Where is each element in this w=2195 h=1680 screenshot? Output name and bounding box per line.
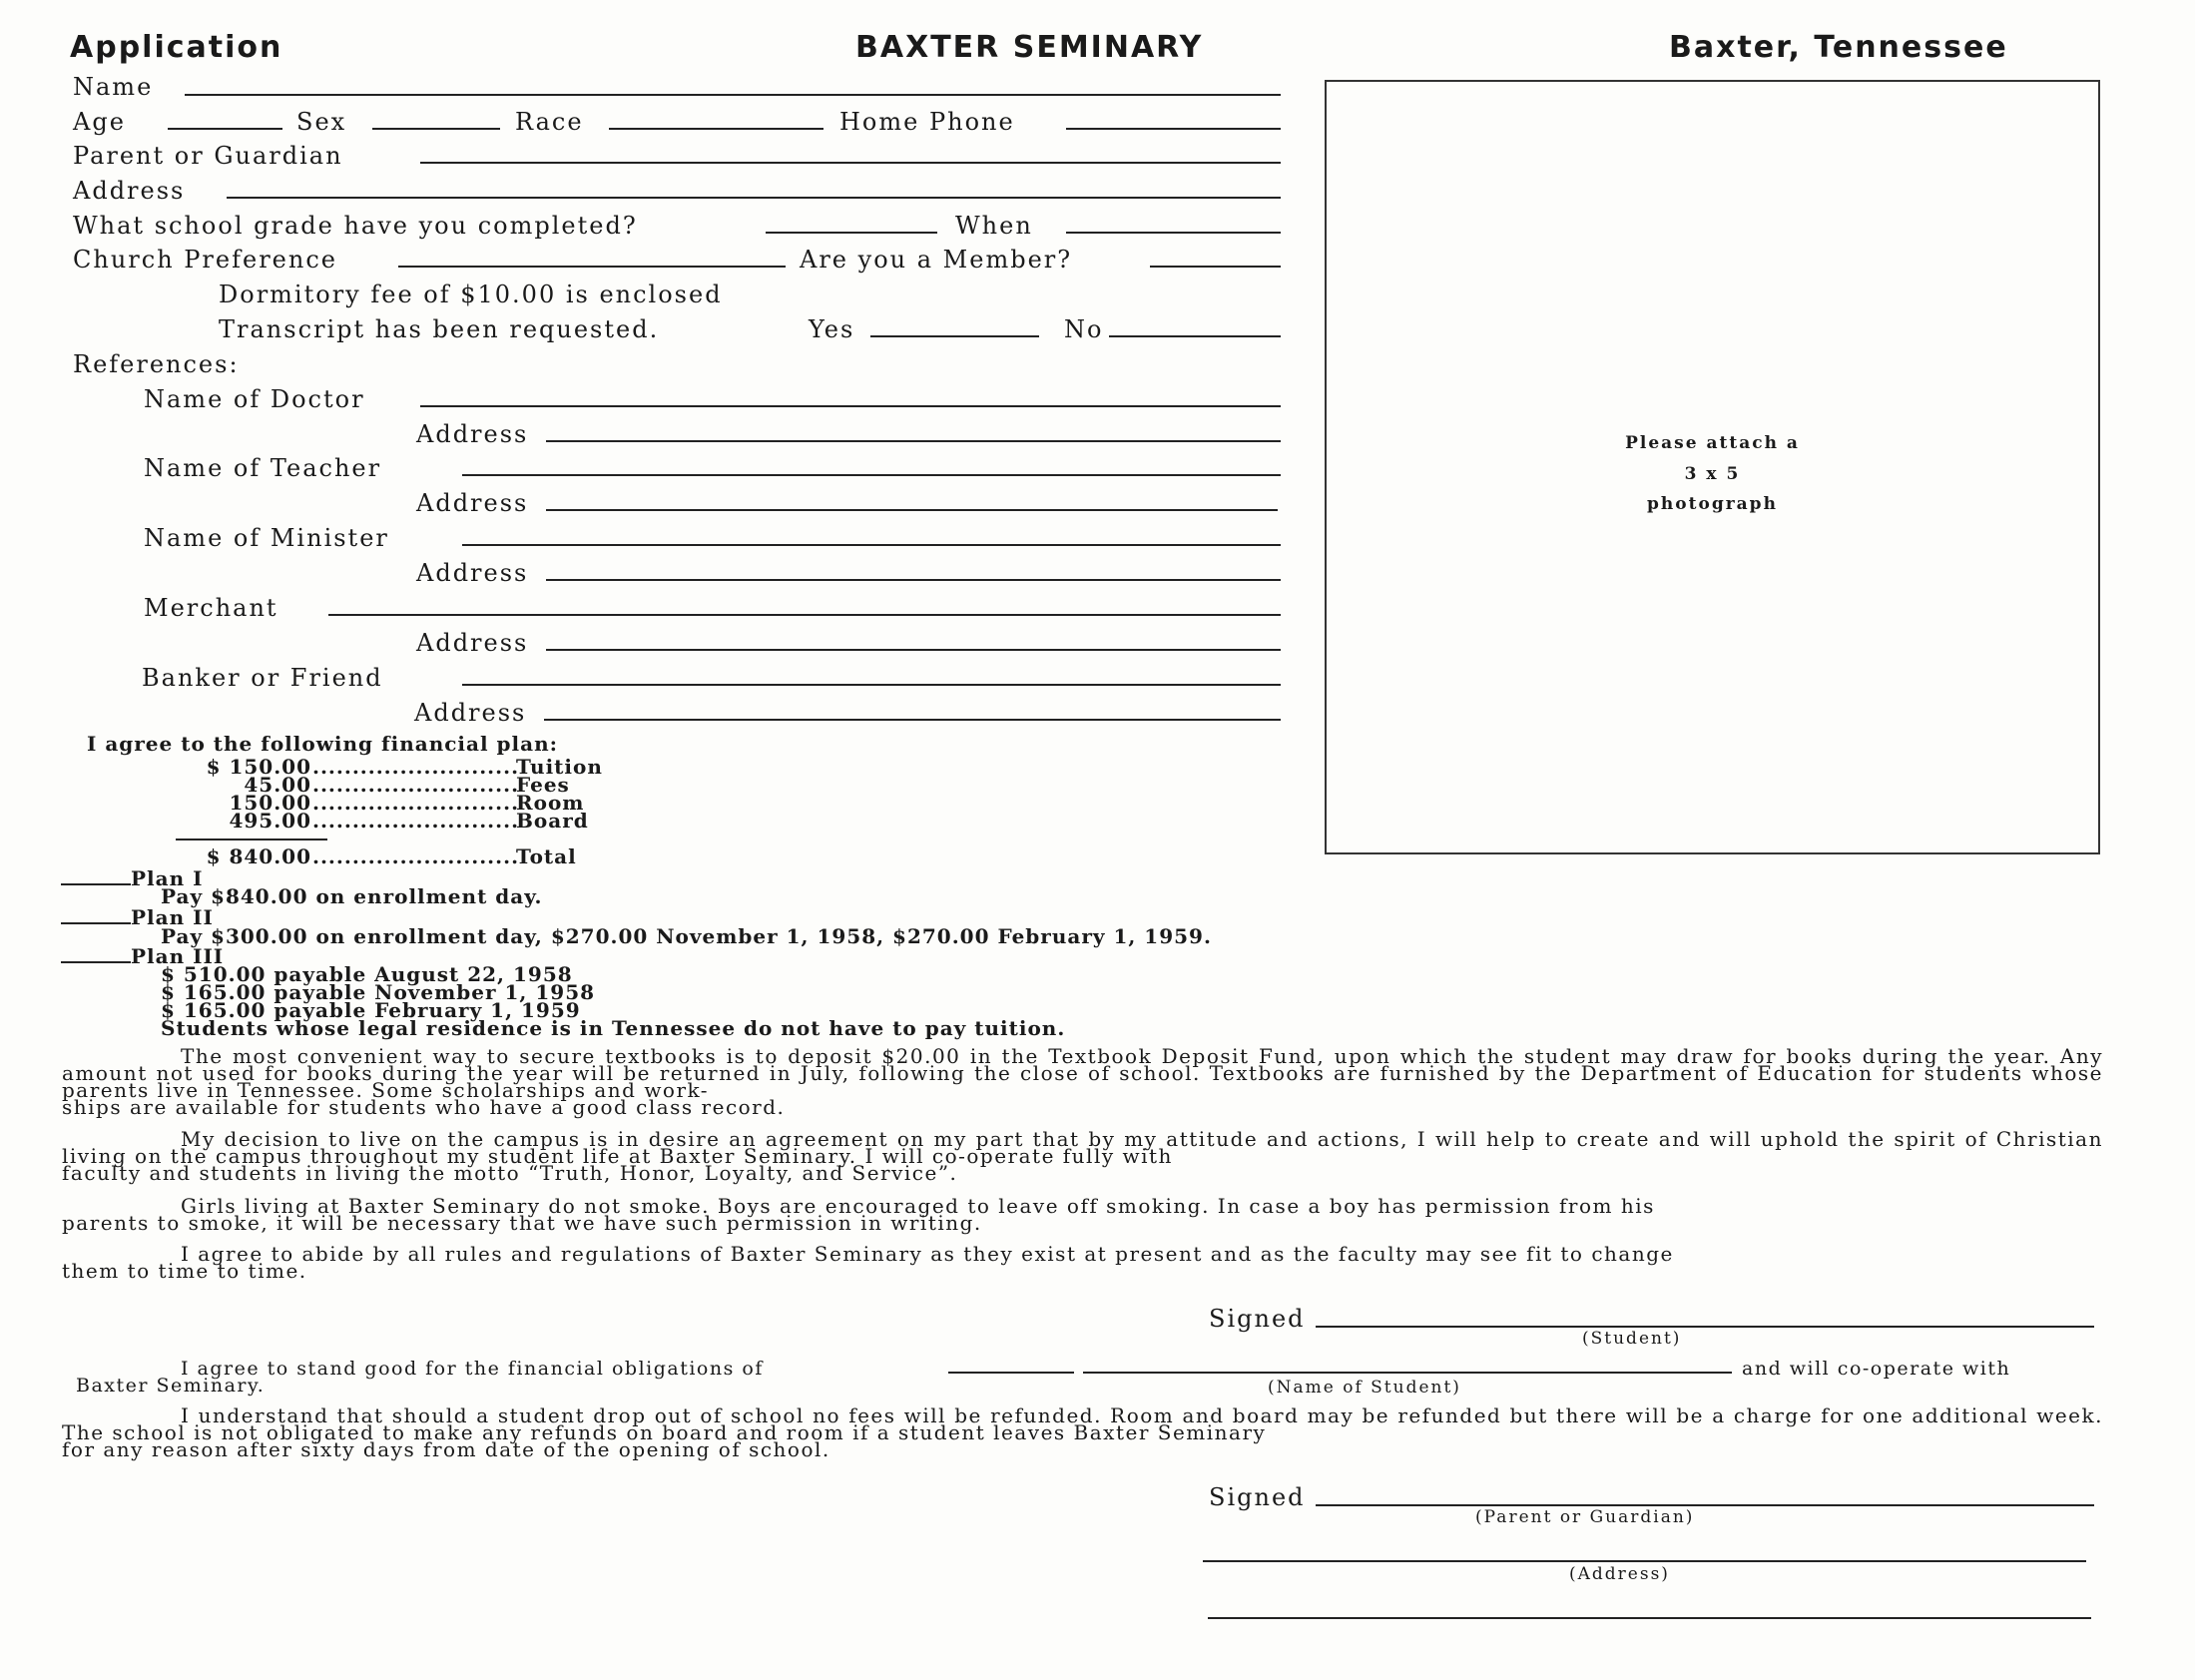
student-name-field-a[interactable]: [948, 1372, 1074, 1374]
reference-label: Merchant: [144, 594, 278, 622]
plan1-text: Pay $840.00 on enrollment day.: [161, 884, 543, 908]
parent-signature-field[interactable]: [1316, 1504, 2094, 1506]
textbooks-paragraph: [62, 1044, 2103, 1119]
when-label: When: [955, 212, 1033, 240]
total-label: Total: [516, 844, 577, 868]
teacher-name-field[interactable]: [462, 474, 1281, 476]
financial-plan-heading: I agree to the following financial plan:: [87, 732, 559, 756]
age-field[interactable]: [168, 128, 282, 130]
transcript-yes-label: Yes: [809, 315, 855, 343]
reference-address-label: Address: [414, 699, 527, 727]
transcript-text: Transcript has been requested.: [219, 315, 660, 343]
parent-address-field[interactable]: [1203, 1560, 2086, 1562]
banker-address-field[interactable]: [544, 719, 1281, 721]
plan2-text: Pay $300.00 on enrollment day, $270.00 November 1, 1958, $270.00 February 1, 1959.: [161, 924, 1212, 948]
photo-instruction-line1: Please attach a: [1625, 433, 1800, 453]
guarantee-text: I agree to stand good for the financial obligations of: [181, 1358, 764, 1380]
banker-name-field[interactable]: [462, 684, 1281, 686]
minister-address-field[interactable]: [546, 579, 1281, 581]
plan2-title: Plan II: [131, 905, 214, 929]
student-name-field-b[interactable]: [1083, 1372, 1732, 1374]
total-amount: $ 840.00: [206, 844, 311, 868]
merchant-address-field[interactable]: [546, 649, 1281, 651]
plan1-checkbox-line[interactable]: [61, 883, 131, 885]
smoking-paragraph: [62, 1194, 2103, 1235]
dormitory-fee-text: Dormitory fee of $10.00 is enclosed: [219, 280, 723, 308]
transcript-no-field[interactable]: [1109, 335, 1281, 337]
fee-dots: ..........................: [312, 773, 520, 797]
photo-attachment-box[interactable]: [1325, 80, 2100, 854]
reference-address-label: Address: [416, 559, 529, 587]
fee-amount: 495.00: [229, 809, 311, 833]
race-label: Race: [515, 108, 584, 136]
residence-note: Students whose legal residence is in Tennessee do not have to pay tuition.: [161, 1016, 1066, 1040]
fee-dots: ..........................: [312, 791, 520, 815]
campus-paragraph-last: faculty and students in living the motto “Truth, Honor, Loyalty, and Service”.: [62, 1161, 958, 1185]
name-field[interactable]: [185, 94, 1281, 96]
parent-guardian-field[interactable]: [420, 162, 1281, 164]
minister-name-field[interactable]: [462, 544, 1281, 546]
name-of-student-caption: (Name of Student): [1268, 1378, 1461, 1398]
reference-address-label: Address: [416, 420, 529, 448]
guarantee-last: Baxter Seminary.: [76, 1375, 266, 1397]
total-rule: [176, 839, 327, 840]
age-label: Age: [73, 108, 126, 136]
member-field[interactable]: [1150, 266, 1281, 268]
plan2-checkbox-line[interactable]: [61, 922, 131, 924]
parent-caption: (Parent or Guardian): [1475, 1507, 1695, 1527]
teacher-address-field[interactable]: [546, 509, 1278, 511]
form-title: Application: [70, 30, 283, 65]
church-preference-label: Church Preference: [73, 246, 337, 274]
rules-paragraph: [62, 1242, 2103, 1283]
plan3-title: Plan III: [131, 944, 225, 968]
school-location: Baxter, Tennessee: [1669, 30, 2008, 65]
fee-dots: ..........................: [312, 809, 520, 833]
transcript-no-label: No: [1064, 315, 1104, 343]
address-field[interactable]: [227, 197, 1281, 199]
fee-label: Tuition: [516, 755, 603, 779]
refund-paragraph-last: for any reason after sixty days from date of the opening of school.: [62, 1437, 830, 1461]
fee-dots: ..........................: [312, 755, 520, 779]
smoking-paragraph-last: parents to smoke, it will be necessary that we have such permission in writing.: [62, 1211, 982, 1235]
plan3-line: $ 510.00 payable August 22, 1958: [161, 962, 573, 986]
grade-completed-field[interactable]: [766, 232, 937, 234]
merchant-name-field[interactable]: [328, 614, 1281, 616]
refund-paragraph-body: I understand that should a student drop out of school no fees will be refunded. Room and board may be refunded but there will be a charge for one additional week. The school is not obligated to make any refunds on board and room if a student leaves Baxter Seminary: [62, 1403, 2103, 1444]
address-caption: (Address): [1569, 1564, 1670, 1584]
guarantee-suffix: and will co-operate with: [1742, 1358, 2011, 1380]
reference-label: Banker or Friend: [142, 664, 383, 692]
fee-amount: 150.00: [229, 791, 311, 815]
total-dots: ..........................: [312, 844, 520, 868]
parent-guardian-label: Parent or Guardian: [73, 142, 343, 170]
reference-address-label: Address: [416, 629, 529, 657]
refund-paragraph: [62, 1403, 2103, 1461]
plan1-title: Plan I: [131, 866, 204, 890]
doctor-address-field[interactable]: [546, 440, 1281, 442]
sex-field[interactable]: [372, 128, 500, 130]
home-phone-label: Home Phone: [839, 108, 1015, 136]
name-label: Name: [73, 73, 154, 101]
parent-signed-label: Signed: [1209, 1483, 1306, 1511]
campus-paragraph: [62, 1127, 2103, 1185]
reference-label: Name of Minister: [144, 524, 389, 552]
reference-label: Name of Doctor: [144, 385, 365, 413]
race-field[interactable]: [609, 128, 823, 130]
smoking-paragraph-body: Girls living at Baxter Seminary do not smoke. Boys are encouraged to leave off smoking. In case a boy has permission from his: [181, 1194, 1655, 1218]
references-heading: References:: [73, 350, 240, 378]
photo-instruction-line3: photograph: [1647, 494, 1778, 514]
sex-label: Sex: [296, 108, 347, 136]
grade-completed-label: What school grade have you completed?: [73, 212, 638, 240]
fee-label: Fees: [516, 773, 570, 797]
parent-address-field-2[interactable]: [1208, 1617, 2091, 1619]
address-label: Address: [73, 177, 186, 205]
transcript-yes-field[interactable]: [870, 335, 1039, 337]
plan3-line: $ 165.00 payable February 1, 1959: [161, 998, 581, 1022]
school-name: BAXTER SEMINARY: [855, 30, 1204, 65]
home-phone-field[interactable]: [1066, 128, 1281, 130]
when-field[interactable]: [1066, 232, 1281, 234]
student-signature-field[interactable]: [1316, 1326, 2094, 1328]
textbooks-paragraph-body: The most convenient way to secure textbooks is to deposit $20.00 in the Textbook Deposit Fund, upon which the student may draw for books during the year. Any amount not used for books during the year will be returned in July, following the close of school. Textbooks are furnished by the Department of Education for students whose parents live in Tennessee. Some scholarships and work-: [62, 1044, 2103, 1102]
textbooks-paragraph-last: ships are available for students who have a good class record.: [62, 1095, 786, 1119]
fee-amount: $ 150.00: [206, 755, 311, 779]
fee-label: Board: [516, 809, 589, 833]
plan3-line: $ 165.00 payable November 1, 1958: [161, 980, 596, 1004]
student-signed-label: Signed: [1209, 1305, 1306, 1333]
fee-amount: 45.00: [244, 773, 311, 797]
rules-paragraph-last: them to time to time.: [62, 1259, 307, 1283]
church-preference-field[interactable]: [398, 266, 786, 268]
doctor-name-field[interactable]: [420, 405, 1281, 407]
reference-address-label: Address: [416, 489, 529, 517]
fee-label: Room: [516, 791, 585, 815]
plan3-checkbox-line[interactable]: [61, 961, 131, 963]
reference-label: Name of Teacher: [144, 454, 382, 482]
photo-instruction-line2: 3 x 5: [1684, 464, 1741, 484]
campus-paragraph-body: My decision to live on the campus is in desire an agreement on my part that by my attitude and actions, I will help to create and will uphold the spirit of Christian living on the campus throughout my student life at Baxter Seminary. I will co-operate fully with: [62, 1127, 2103, 1168]
rules-paragraph-body: I agree to abide by all rules and regulations of Baxter Seminary as they exist at present and as the faculty may see fit to change: [181, 1242, 1674, 1266]
member-label: Are you a Member?: [800, 246, 1073, 274]
student-caption: (Student): [1582, 1329, 1682, 1349]
